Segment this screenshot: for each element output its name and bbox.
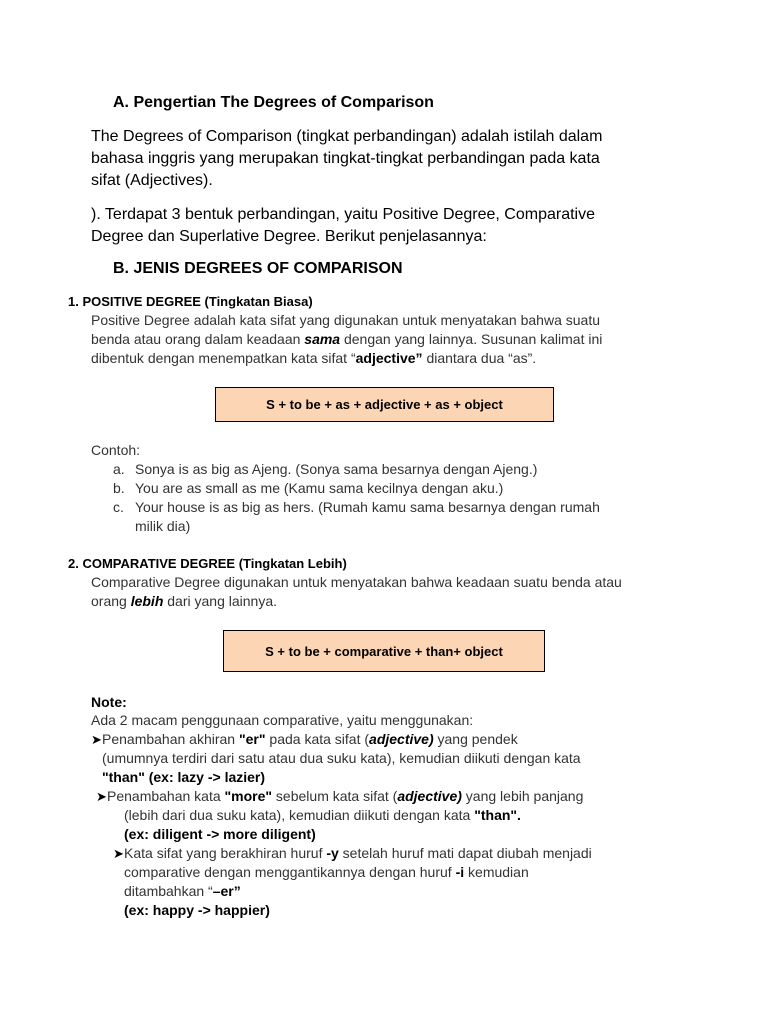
note-bullet-3-line-3: ditambahkan “–er”: [124, 883, 241, 899]
note-bullet-2: ➤Penambahan kata "more" sebelum kata sifat (adjective) yang lebih panjang: [96, 788, 584, 804]
description-line: Positive Degree adalah kata sifat yang digunakan untuk menyatakan bahwa suatu: [91, 312, 601, 328]
example-item: c. Your house is as big as hers. (Rumah kamu sama besarnya dengan rumah: [113, 499, 600, 515]
section-a-paragraph-2: [91, 204, 595, 248]
positive-degree-heading: 1. POSITIVE DEGREE (Tingkatan Biasa): [68, 294, 313, 309]
description-line: Comparative Degree digunakan untuk menyatakan bahwa keadaan suatu benda atau: [91, 574, 622, 590]
note-bullet-3-line-4: (ex: happy -> happier): [124, 902, 270, 918]
note-intro: Ada 2 macam penggunaan comparative, yaitu menggunakan:: [91, 712, 474, 728]
comparative-degree-description: [91, 573, 622, 611]
paragraph-line: bahasa inggris yang merupakan tingkat-tingkat perbandingan pada kata: [91, 150, 600, 167]
description-line: dibentuk dengan menempatkan kata sifat “adjective” diantara dua “as”.: [91, 350, 537, 366]
example-item: a. Sonya is as big as Ajeng. (Sonya sama besarnya dengan Ajeng.): [113, 461, 538, 477]
comparative-degree-heading: 2. COMPARATIVE DEGREE (Tingkatan Lebih): [68, 556, 347, 571]
positive-formula-box: S + to be + as + adjective + as + object: [215, 387, 554, 422]
section-a-paragraph-1: [91, 126, 602, 192]
list-marker: a.: [113, 461, 125, 477]
note-label: Note:: [91, 694, 127, 710]
comparative-formula-box: S + to be + comparative + than+ object: [223, 630, 545, 672]
examples-label: Contoh:: [91, 442, 141, 458]
description-line: benda atau orang dalam keadaan sama dengan yang lainnya. Susunan kalimat ini: [91, 331, 603, 347]
paragraph-line: Degree dan Superlative Degree. Berikut penjelasannya:: [91, 228, 487, 245]
positive-degree-description: [91, 311, 602, 368]
note-bullet-1-line-2: (umumnya terdiri dari satu atau dua suku kata), kemudian diikuti dengan kata: [102, 750, 581, 766]
description-line: orang lebih dari yang lainnya.: [91, 593, 278, 609]
section-a-title: A. Pengertian The Degrees of Comparison: [113, 94, 434, 111]
list-marker: b.: [113, 480, 125, 496]
note-bullet-1: ➤Penambahan akhiran "er" pada kata sifat (adjective) yang pendek: [91, 731, 518, 747]
arrow-bullet-icon: ➤: [91, 732, 102, 747]
paragraph-line: sifat (Adjectives).: [91, 172, 213, 189]
arrow-bullet-icon: ➤: [96, 789, 107, 804]
paragraph-line: ). Terdapat 3 bentuk perbandingan, yaitu Positive Degree, Comparative: [91, 206, 596, 223]
note-bullet-1-line-3: "than" (ex: lazy -> lazier): [102, 769, 266, 785]
paragraph-line: The Degrees of Comparison (tingkat perbandingan) adalah istilah dalam: [91, 128, 603, 145]
note-bullet-2-line-2: (lebih dari dua suku kata), kemudian diikuti dengan kata "than".: [124, 807, 521, 823]
section-b-title: B. JENIS DEGREES OF COMPARISON: [113, 260, 403, 277]
example-item: b. You are as small as me (Kamu sama kecilnya dengan aku.): [113, 480, 504, 496]
example-item-continuation: milik dia): [135, 518, 191, 534]
list-marker: c.: [113, 499, 124, 515]
arrow-bullet-icon: ➤: [113, 846, 124, 861]
note-bullet-3-line-2: comparative dengan menggantikannya dengan huruf -i kemudian: [124, 864, 529, 880]
note-bullet-2-line-3: (ex: diligent -> more diligent): [124, 826, 316, 842]
note-bullet-3: ➤Kata sifat yang berakhiran huruf -y setelah huruf mati dapat diubah menjadi: [113, 845, 592, 861]
